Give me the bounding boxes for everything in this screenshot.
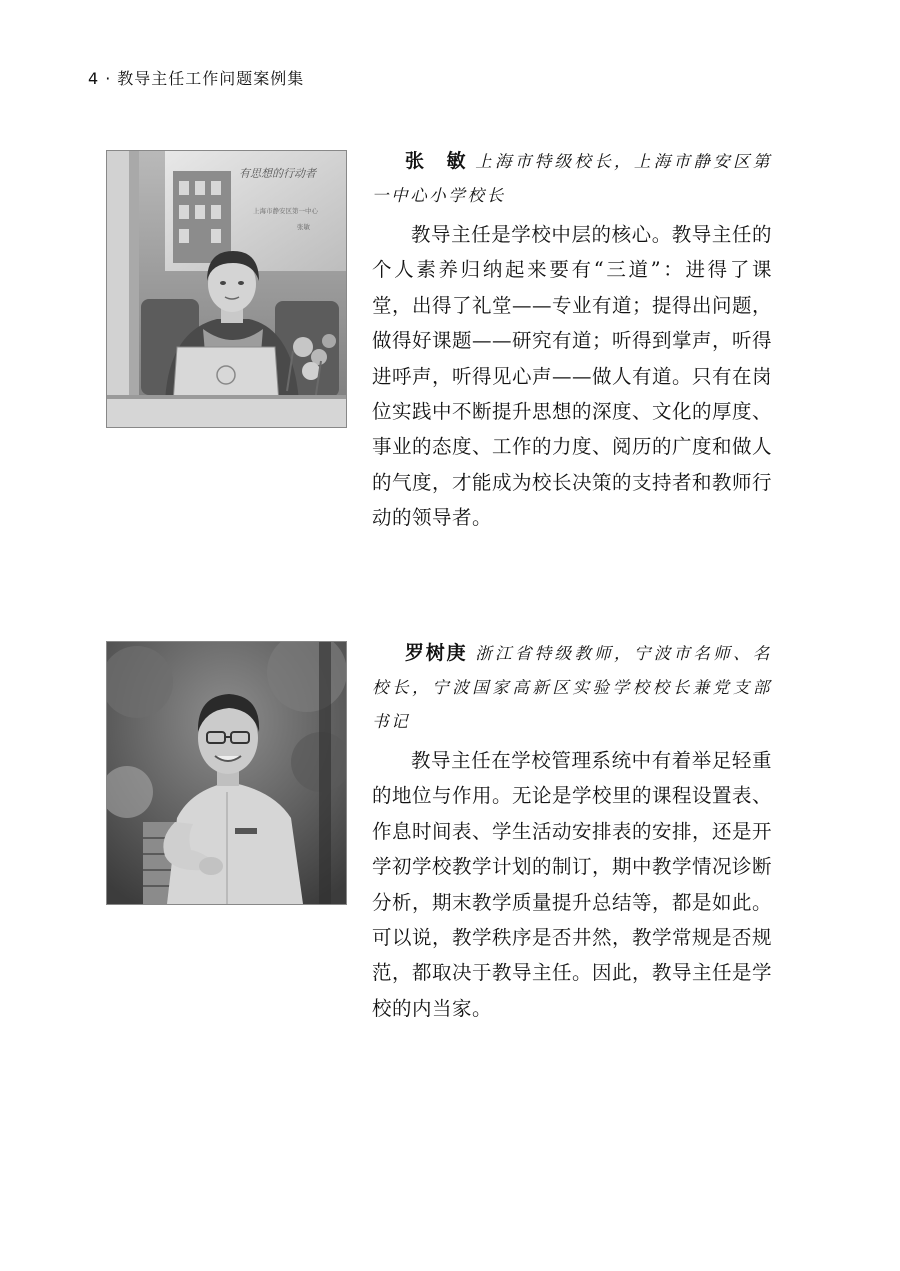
- profile-title: 上海市特级校长，上海市静安区第一中心小学校长: [372, 152, 772, 205]
- screen-caption: 有思想的行动者: [239, 167, 316, 180]
- book-title: 教导主任工作问题案例集: [117, 69, 305, 88]
- running-header: [88, 66, 304, 89]
- header-separator: ·: [105, 69, 112, 88]
- portrait-illustration: [107, 151, 346, 427]
- profile-luo-shugeng: [372, 636, 772, 1026]
- portrait-photo-zhang-min: [106, 150, 347, 428]
- page-number: 4: [88, 69, 100, 88]
- profile-title: 浙江省特级教师，宁波市名师、名校长，宁波国家高新区实验学校校长兼党支部书记: [372, 644, 772, 731]
- profile-quote: 教导主任是学校中层的核心。教导主任的个人素养归纳起来要有“三道”：进得了课堂，出得了礼堂——专业有道；提得出问题，做得好课题——研究有道；听得到掌声，听得进呼声，听得见心声——做人有道。只有在岗位实践中不断提升思想的深度、文化的厚度、事业的态度、工作的力度、阅历的广度和做人的气度，才能成为校长决策的支持者和教师行动的领导者。: [372, 223, 773, 530]
- portrait-photo-luo-shugeng: [106, 641, 347, 905]
- profile-name: 张 敏: [405, 150, 468, 172]
- profile-quote: 教导主任在学校管理系统中有着举足轻重的地位与作用。无论是学校里的课程设置表、作息时间表、学生活动安排表的安排，还是开学初学校教学计划的制订，期中教学情况诊断分析，期末教学质量提升总结等，都是如此。可以说，教学秩序是否井然，教学常规是否规范，都取决于教导主任。因此，教导主任是学校的内当家。: [372, 749, 773, 1020]
- profile-intro: [372, 636, 772, 739]
- screen-signature: 张敏: [297, 223, 310, 231]
- portrait-illustration: [107, 642, 346, 904]
- profile-name: 罗树庚: [405, 642, 468, 664]
- profile-zhang-min: [372, 144, 772, 536]
- profile-intro: [372, 144, 772, 213]
- screen-subcaption: 上海市静安区第一中心: [253, 207, 318, 215]
